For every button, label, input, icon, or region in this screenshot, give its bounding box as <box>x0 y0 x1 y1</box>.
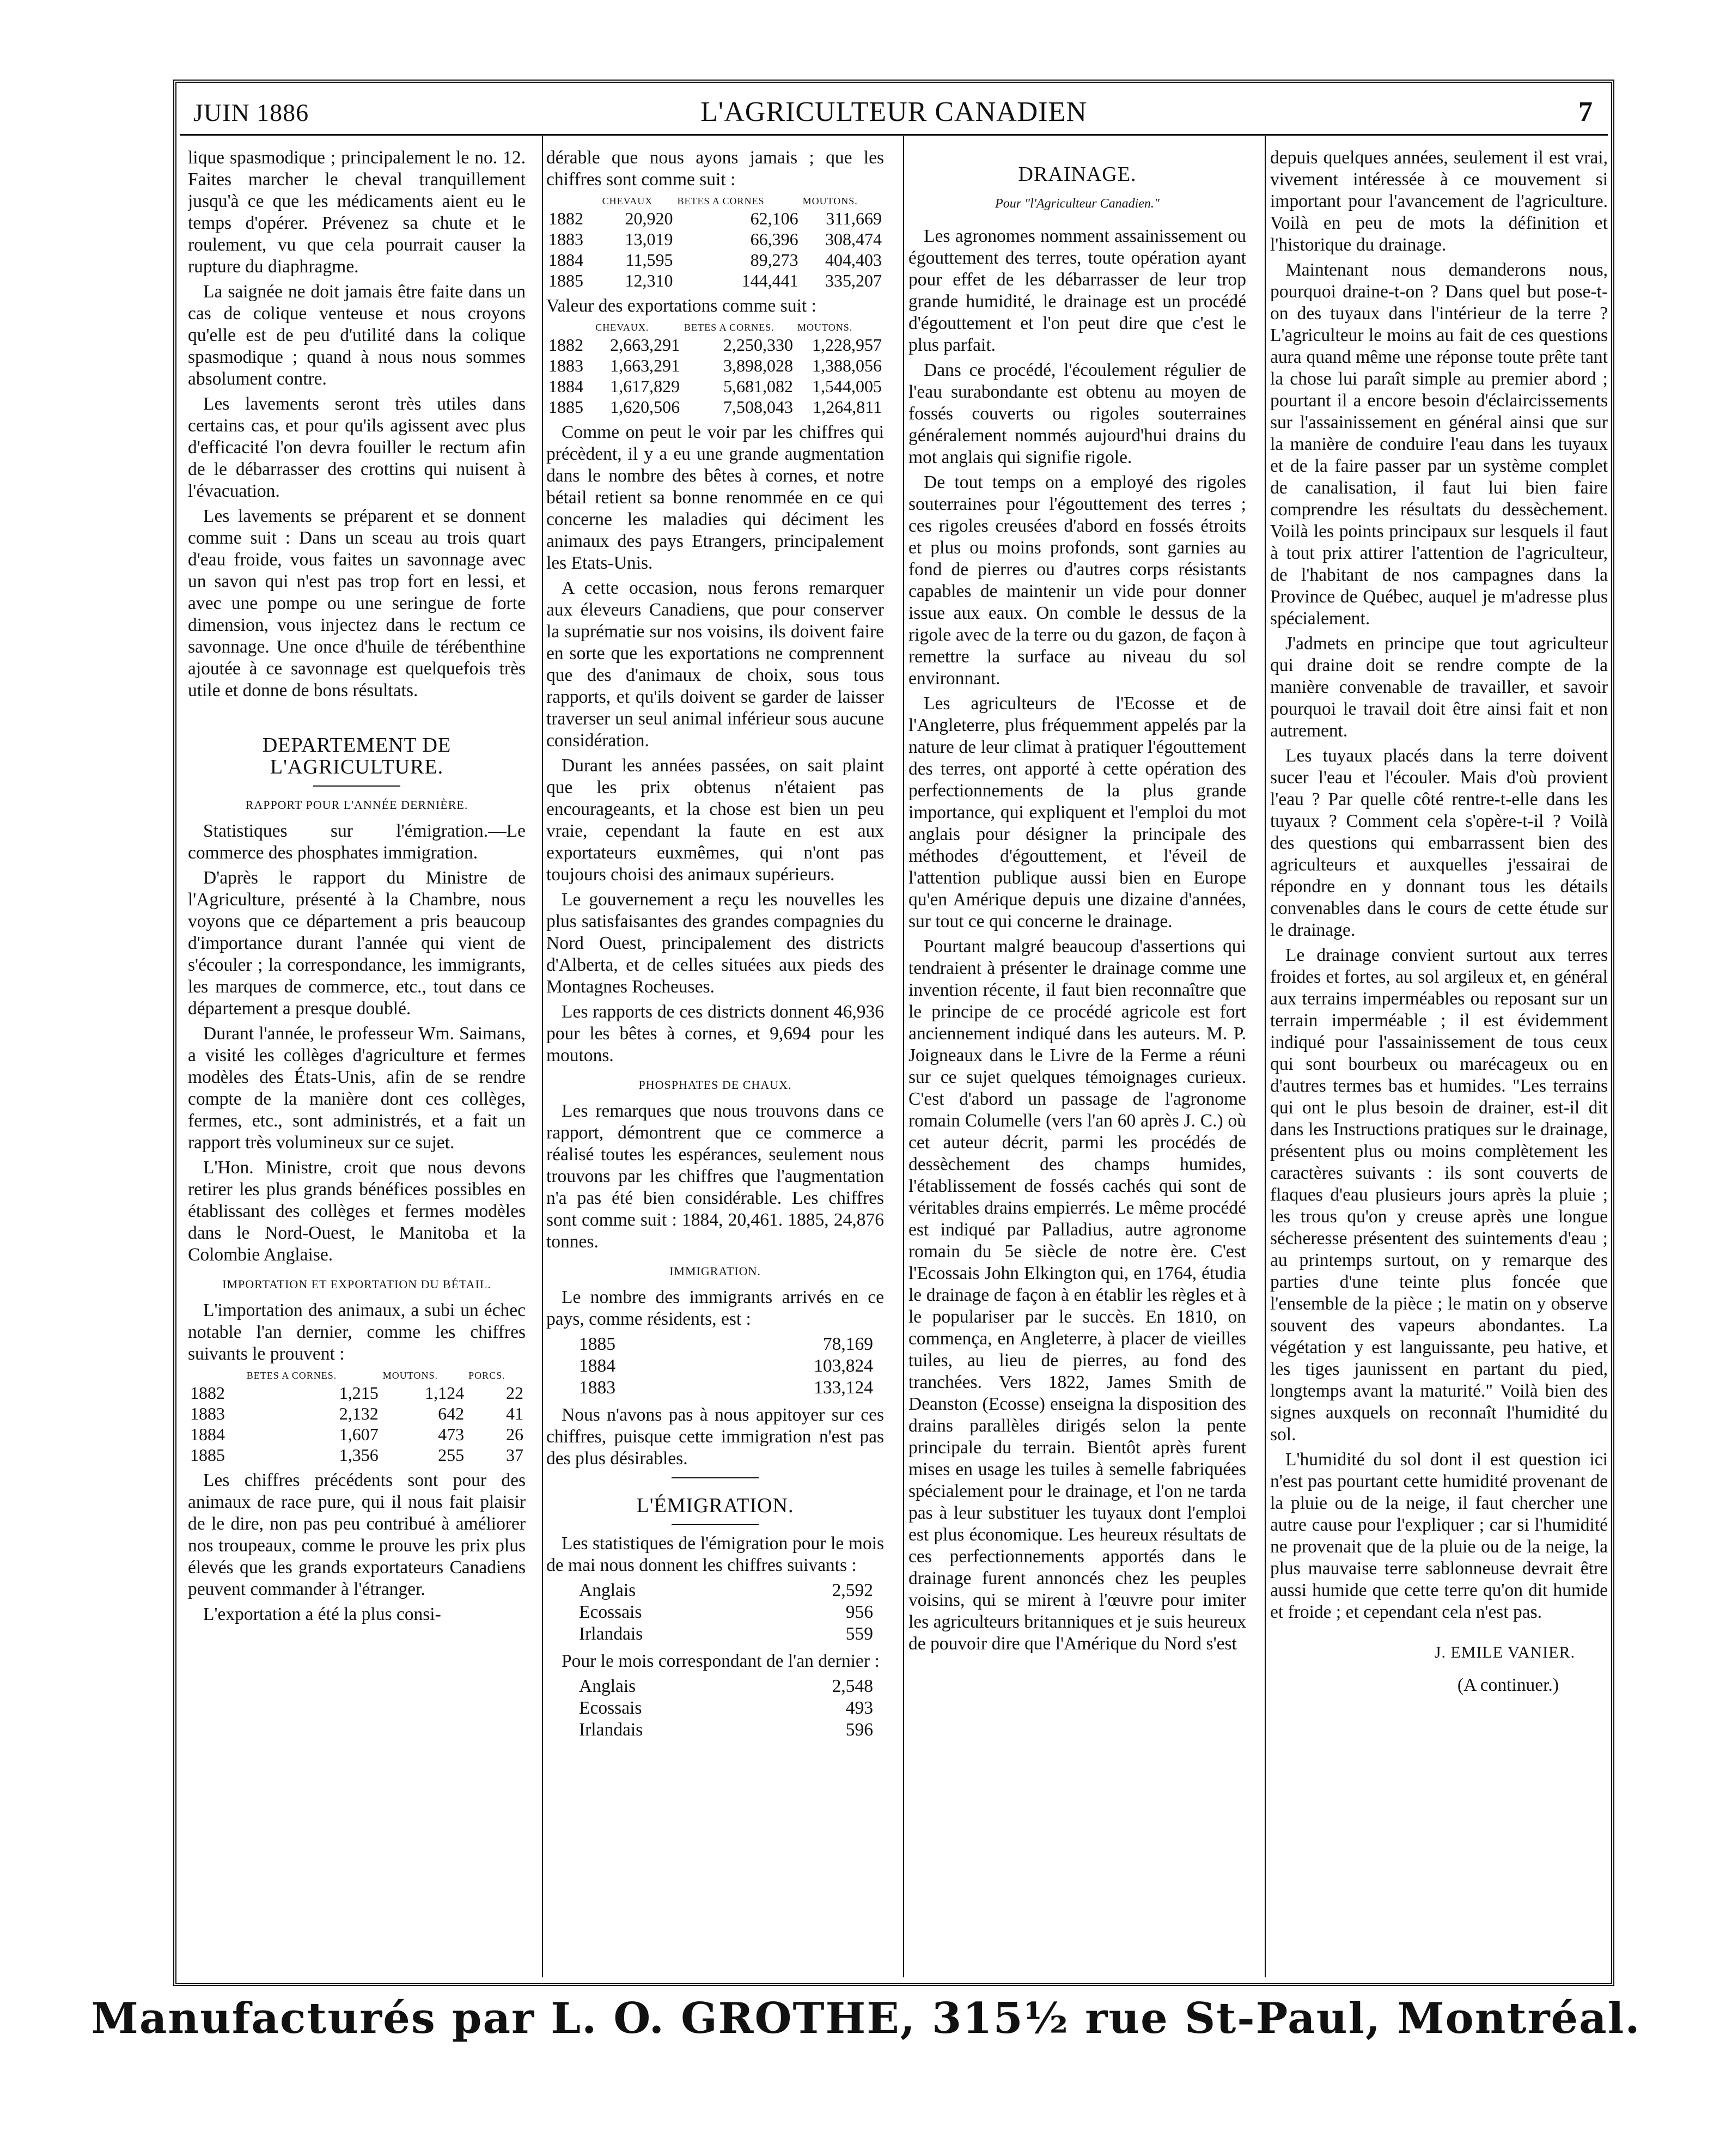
export-table-quantities <box>546 194 884 291</box>
table-row <box>188 1403 526 1424</box>
table-row <box>546 270 884 291</box>
table-cell: 1882 <box>190 1383 225 1403</box>
byline: Pour "l'Agriculteur Canadien." <box>995 197 1160 211</box>
paragraph: L'exportation a été la plus consi- <box>203 1604 441 1624</box>
table-cell: 1,620,506 <box>610 397 680 417</box>
table-cell: 1,388,056 <box>812 356 882 375</box>
paragraph: L'Hon. Ministre, croit que nous devons retirer les plus grands bénéfices possibles en établissant des collèges et fermes modèles dans le Nord-Ouest, le Manitoba et la Colombie Anglaise. <box>188 1158 526 1265</box>
table-cell: 1884 <box>190 1424 225 1444</box>
table-header <box>546 194 600 208</box>
table-header <box>546 320 593 334</box>
divider <box>672 1477 759 1478</box>
table-cell: 2,250,330 <box>723 335 794 355</box>
paragraph: Les agronomes nomment assainissement ou égouttement des terres, toute opération ayant pour effet de les débarrasser de leur trop grande humidité, le drainage est un procédé d'égouttement et l'on peut dire que c'est le plus parfait. <box>908 226 1246 355</box>
table-header: PORCS. <box>468 1370 505 1381</box>
paragraph: Les lavements se préparent et se donnent comme suit : Dans un sceau au trois quart d'eau froide, vous faites un savonnage avec un savon qui n'est pas trop fort en lessi, et avec une pompe ou une seringue de forte dimension, vous injectez dans le rectum ce savonnage. Une once d'huile de térébenthine ajoutée à ce savonnage est quelquefois très utile et donne de bons résultats. <box>188 506 526 701</box>
table-cell: 1884 <box>548 376 583 396</box>
list-item: Ecossais 956 <box>579 1602 873 1622</box>
page-header <box>180 88 1608 132</box>
column-4 <box>1270 147 1608 1972</box>
table-row <box>188 1424 526 1445</box>
table-cell: 255 <box>438 1445 465 1465</box>
table-cell: 404,403 <box>825 250 882 270</box>
section-heading-departement: DEPARTEMENT DE L'AGRICULTURE. <box>262 734 452 778</box>
table-cell: 22 <box>506 1383 523 1403</box>
list-item: Irlandais 559 <box>579 1624 873 1644</box>
table-header: MOUTONS. <box>382 1370 438 1381</box>
table-cell: 1,544,005 <box>812 376 882 396</box>
paragraph: Le drainage convient surtout aux terres froides et fortes, au sol argileux et, en général aux terrains imperméables ou reposant sur un terrain imperméable ; il est évidemment indiqué pour l'assainissement de tous ceux qui sont bourbeux ou marécageux ou en d'autres termes bas et humides. "Les terrains qui ont le plus besoin de drainer, est-il dit dans les Instructions pratiques sur le drainage, présentent plus ou moins complètement les caractères suivants : ils sont couverts de flaques d'eau plusieurs jours après la pluie ; les trous qu'on y creuse après une longue sécheresse présentent des suintements d'eau ; au printemps surtout, on y remarque des parties d'une teinte plus foncée que l'ensemble de la pièce ; le matin on y observe souvent des vapeurs abondantes. La végétation y est languissante, peu hative, et les tiges jaunissent en partant du pied, longtemps avant la maturité." Voilà bien des signes auxquels on reconnaît l'humidité du sol. <box>1270 945 1608 1445</box>
table-cell: 2,663,291 <box>610 335 680 355</box>
paragraph: De tout temps on a employé des rigoles souterraines pour l'égouttement des terres ; ces rigoles creusées d'abord en fossés étroits et plus ou moins profonds, sont garnies au fond de pierres ou d'autres corps résistants capables de maintenir un vide pour donner issue aux eaux. On comble le dessus de la rigole avec de la terre ou du gazon, de façon à remettre la surface au niveau du sol environnant. <box>908 472 1246 689</box>
table-row <box>546 208 884 229</box>
paragraph: Valeur des exportations comme suit : <box>546 296 816 316</box>
paragraph: Les chiffres précédents sont pour des animaux de race pure, qui il nous fait plaisir de le dire, non pas peu contribué à améliorer nos troupeaux, comme le prouve les prix plus élevés que les grands exportateurs Canadiens peuvent commander à l'étranger. <box>188 1470 526 1599</box>
list-item: Anglais 2,548 <box>579 1676 873 1696</box>
table-header: CHEVAUX. <box>595 322 649 333</box>
header-page-number: 7 <box>1578 96 1593 127</box>
table-cell: 1,228,957 <box>812 335 882 355</box>
column-rule <box>1265 136 1266 1977</box>
paragraph: Les tuyaux placés dans la terre doivent sucer l'eau et l'écouler. Mais d'où provient l'eau ? Par quelle côté rentre-t-elle dans les tuyaux ? Comment cela s'opère-t-il ? Voilà des questions qui embarrassent bien des agriculteurs et auxquelles j'essairai de répondre en y donnant tous les détails convenables dans le cours de cette étude sur le drainage. <box>1270 746 1608 940</box>
paragraph: Durant l'année, le professeur Wm. Saimans, a visité les collèges d'agriculture et fermes modèles des États-Unis, afin de se rendre compte de la manière dont ces collèges, fermes, etc., sont administrés, et a fait un rapport très volumineux sur ce sujet. <box>188 1024 526 1153</box>
table-cell: 1884 <box>548 250 583 270</box>
table-cell: 1885 <box>548 271 583 290</box>
table-cell: 1,607 <box>339 1424 379 1444</box>
table-cell: 473 <box>438 1424 465 1444</box>
author-signature: J. EMILE VANIER. <box>1434 1643 1575 1661</box>
paragraph: Durant les années passées, on sait plaint que les prix obtenus n'étaient pas encourageants, et la chose est bien un peu vraie, cependant la faute en est aux exportateurs euxmêmes, qui n'ont pas toujours choisi des animaux supérieurs. <box>546 756 884 885</box>
paragraph: D'après le rapport du Ministre de l'Agriculture, présenté à la Chambre, nous voyons que ce département a pris beaucoup d'importance durant l'année qui vient de s'écouler ; la correspondance, les immigrants, les marques de commerce, etc., tout dans ce département a presque doublé. <box>188 868 526 1019</box>
table-cell: 1882 <box>548 209 583 228</box>
section-heading-drainage: DRAINAGE. <box>1018 163 1137 186</box>
table-cell: 2,132 <box>339 1404 379 1423</box>
paragraph: La saignée ne doit jamais être faite dans un cas de colique venteuse et nous croyons qu'elle est de peu d'utilité dans la colique spasmodique ; quand à nous nous sommes absolument contre. <box>188 282 526 389</box>
divider <box>313 785 400 787</box>
immigration-list <box>546 1333 884 1399</box>
header-rule <box>180 134 1608 136</box>
column-1 <box>188 147 526 1972</box>
table-cell: 1883 <box>548 229 583 249</box>
table-cell: 1883 <box>190 1404 225 1423</box>
header-title: L'AGRICULTEUR CANADIEN <box>700 96 1087 127</box>
paragraph: Le gouvernement a reçu les nouvelles les plus satisfaisantes des grandes compagnies du Nord Ouest, principalement des districts d'Alberta, et de celles situées aux pieds des Montagnes Rocheuses. <box>546 890 884 997</box>
table-cell: 13,019 <box>625 229 673 249</box>
table-cell: 1883 <box>548 356 583 375</box>
table-cell: 26 <box>506 1424 523 1444</box>
column-rule <box>542 136 543 1977</box>
emigration-list-previous <box>546 1676 884 1741</box>
table-row <box>188 1382 526 1403</box>
subheading-phosphates: PHOSPHATES DE CHAUX. <box>638 1078 792 1092</box>
table-header: BETES A CORNES. <box>684 322 774 333</box>
paragraph: Les agriculteurs de l'Ecosse et de l'Angleterre, plus fréquemment appelés par la nature de leur climat à pratiquer l'égouttement des terres, ont apporté à cette opération des perfectionnements de la plus grande importance, qui expliquent et l'emploi du mot anglais pour désigner la principale des méthodes d'égouttement, et l'éveil de l'attention publique aussi bien en Europe qu'en Amérique depuis une dizaine d'années, sur tout ce qui concerne le drainage. <box>908 693 1246 931</box>
table-header: MOUTONS. <box>802 196 858 206</box>
table-cell: 335,207 <box>825 271 882 290</box>
paragraph: Le nombre des immigrants arrivés en ce pays, comme résidents, est : <box>546 1287 884 1329</box>
paragraph: J'admets en principe que tout agriculteur qui draine doit se rendre compte de la manière convenable de travailler, et savoir pourquoi le travail doit être ainsi fait et non autrement. <box>1270 634 1608 741</box>
table-cell: 1,215 <box>339 1383 379 1403</box>
paragraph: Maintenant nous demanderons nous, pourquoi draine-t-on ? Dans quel but pose-t-on des tuyaux dans l'intérieur de la terre ? L'agriculteur le moins au fait de ces questions aura quand même une réponse toute prête tant la chose lui paraît simple au premier abord ; pourtant il a encore besoin d'éclaircissements sur l'assainissement en général ainsi que sur la manière de conduire l'eau dans les tuyaux et de la faire passer par un système complet de canalisation, il faut lui bien faire comprendre les résultats du dessèchement. Voilà les points principaux sur lesquels il faut à tout prix attirer l'attention de l'agriculteur, de l'habitant de nos campagnes dans la Province de Québec, auquel je m'adresse plus spécialement. <box>1270 260 1608 629</box>
table-cell: 89,273 <box>750 250 798 270</box>
table-cell: 1,617,829 <box>610 376 680 396</box>
list-item: Ecossais 493 <box>579 1698 873 1718</box>
export-table-values <box>546 320 884 417</box>
import-table <box>188 1368 526 1465</box>
table-cell: 11,595 <box>625 250 673 270</box>
paragraph: Les remarques que nous trouvons dans ce rapport, démontrent que ce commerce a réalisé toutes les espérances, seulement nous trouvons par les chiffres que l'augmentation n'a pas été bien considérable. Les chiffres sont comme suit : 1884, 20,461. 1885, 24,876 tonnes. <box>546 1101 884 1252</box>
table-row <box>188 1445 526 1465</box>
table-row <box>546 229 884 249</box>
divider <box>672 1524 759 1525</box>
header-date: JUIN 1886 <box>193 99 309 126</box>
paragraph: Pourtant malgré beaucoup d'assertions qui tendraient à présenter le drainage comme une invention récente, il faut bien reconnaître que le principe de ce procédé agricole est fort anciennement indiqué dans les auteurs. M. P. Joigneaux dans le Livre de la Ferme a réuni sur ce sujet quelques témoignages curieux. C'est d'abord un passage de l'agronome romain Columelle (vers l'an 60 après J. C.) où cet auteur décrit, parmi les procédés de dessèchement des champs humides, l'établissement de fossés cachés qui sont de véritables drains empierrés. Le même procédé est indiqué par Palladius, autre agronome romain du 5e siècle de notre ère. C'est l'Ecossais John Elkington qui, en 1764, étudia le drainage de façon à en établir les règles et à le populariser par le succès. En 1810, on commença, en Angleterre, à placer de vieilles tuiles, au lieu de pierres, au fond des tranchées. Vers 1822, James Smith de Deanston (Ecosse) enseigna la disposition des drains parallèles dirigés selon la pente principale du terrain. Bientôt après furent mises en usage les tuiles à semelle fabriquées spécialement pour le drainage, et l'on ne tarda pas à leur substituer les tuyaux dont l'emploi est plus économique. Les heureux résultats de ces perfectionnements apportés dans le drainage furent annoncés chez les peuples voisins, qui se mirent à l'œuvre pour imiter les agriculteurs britanniques et je suis heureux de pouvoir dire que l'Amérique du Nord s'est <box>908 936 1246 1654</box>
column-3 <box>908 147 1246 1972</box>
list-item: 1883 133,124 <box>579 1378 873 1398</box>
subheading-rapport: RAPPORT POUR L'ANNÉE DERNIÈRE. <box>245 798 468 812</box>
table-cell: 642 <box>438 1404 465 1423</box>
paragraph: Dans ce procédé, l'écoulement régulier de l'eau surabondante est obtenu au moyen de fossés couverts ou rigoles souterraines généralement nommés aujourd'hui drains du mot anglais qui signifie rigole. <box>908 360 1246 467</box>
paragraph: Statistiques sur l'émigration.—Le commerce des phosphates immigration. <box>188 821 526 863</box>
table-cell: 12,310 <box>625 271 673 290</box>
table-cell: 1,356 <box>339 1445 379 1465</box>
table-row <box>546 397 884 417</box>
table-cell: 5,681,082 <box>723 376 794 396</box>
table-header <box>188 1368 245 1382</box>
list-item: Anglais 2,592 <box>579 1580 873 1600</box>
paragraph: lique spasmodique ; principalement le no. 12. Faites marcher le cheval tranquillement jusqu'à ce que les médicaments aient eu le temps d'opérer. Prévenez sa chute et le roulement, vu que cela pourrait causer la rupture du diaphragme. <box>188 148 526 277</box>
paragraph: Pour le mois correspondant de l'an dernier : <box>562 1651 880 1671</box>
table-cell: 144,441 <box>741 271 798 290</box>
continued-note: (A continuer.) <box>1457 1675 1559 1695</box>
emigration-list-current <box>546 1580 884 1645</box>
list-item: 1885 78,169 <box>579 1334 873 1354</box>
paragraph: L'importation des animaux, a subi un échec notable l'an dernier, comme les chiffres suivants le prouvent : <box>188 1300 526 1364</box>
table-cell: 1885 <box>548 397 583 417</box>
paragraph: Les rapports de ces districts donnent 46,936 pour les bêtes à cornes, et 9,694 pour les moutons. <box>546 1002 884 1065</box>
paragraph: Comme on peut le voir par les chiffres qui précèdent, il y a eu une grande augmentation dans le nombre des bêtes à cornes, et notre bétail retient sa bonne renommée en ce qui concerne les maladies qui déciment les animaux des pays Etrangers, principalement les Etats-Unis. <box>546 422 884 573</box>
paragraph: Nous n'avons pas à nous appitoyer sur ces chiffres, puisque cette immigration n'est pas des plus désirables. <box>546 1405 884 1469</box>
column-2 <box>546 147 884 1972</box>
table-header: CHEVAUX <box>602 196 653 206</box>
table-cell: 3,898,028 <box>723 356 794 375</box>
paragraph: L'humidité du sol dont il est question ici n'est pas pourtant cette humidité provenant de la pluie ou de la neige, il faut chercher une autre cause pour l'expliquer ; car si l'humidité ne provenait que de la pluie ou de la neige, la plus mauvaise terre sablonneuse devrait être aussi humide que cette terre qu'on dit humide et froide ; et cependant cela n'est pas. <box>1270 1449 1608 1622</box>
table-cell: 7,508,043 <box>723 397 794 417</box>
table-cell: 1,264,811 <box>813 397 882 417</box>
table-cell: 37 <box>506 1445 523 1465</box>
list-item: Irlandais 596 <box>579 1720 873 1740</box>
list-item: 1884 103,824 <box>579 1356 873 1376</box>
paragraph: depuis quelques années, seulement il est vrai, vivement intéressée à ce mouvement si important pour l'avancement de l'agriculture. Voilà en peu de mots la définition et l'historique du drainage. <box>1270 148 1608 255</box>
table-cell: 66,396 <box>750 229 798 249</box>
section-heading-emigration: L'ÉMIGRATION. <box>636 1494 794 1517</box>
table-header: BETES A CORNES. <box>246 1370 337 1381</box>
column-rule <box>903 136 904 1977</box>
subheading-importation: IMPORTATION ET EXPORTATION DU BÉTAIL. <box>222 1277 491 1291</box>
table-cell: 20,920 <box>625 209 673 228</box>
paragraph: dérable que nous ayons jamais ; que les chiffres sont comme suit : <box>546 148 884 190</box>
table-header: BETES A CORNES <box>677 196 765 206</box>
table-cell: 1,663,291 <box>610 356 680 375</box>
table-cell: 41 <box>506 1404 523 1423</box>
table-row <box>546 355 884 376</box>
table-cell: 308,474 <box>825 229 882 249</box>
paragraph: A cette occasion, nous ferons remarquer aux éleveurs Canadiens, que pour conserver la suprématie sur nos voisins, ils doivent faire en sorte que les exportations ne comprennent que des d'animaux de choix, sous tous rapports, et qu'ils doivent se garder de laisser traverser un seul animal inférieur sous aucune considération. <box>546 578 884 751</box>
table-cell: 311,669 <box>826 209 882 228</box>
table-cell: 62,106 <box>750 209 798 228</box>
table-cell: 1,124 <box>425 1383 465 1403</box>
table-row <box>546 334 884 355</box>
table-row <box>546 249 884 270</box>
table-cell: 1885 <box>190 1445 225 1465</box>
subheading-immigration: IMMIGRATION. <box>669 1264 761 1278</box>
paragraph: Les statistiques de l'émigration pour le mois de mai nous donnent les chiffres suivants : <box>546 1533 884 1575</box>
table-header: MOUTONS. <box>797 322 853 333</box>
table-cell: 1882 <box>548 335 583 355</box>
paragraph: Les lavements seront très utiles dans certains cas, et pour qu'ils agissent avec plus d'efficacité l'on devra fouiller le rectum afin de le débarrasser des crottins qui nuisent à l'évacuation. <box>188 394 526 501</box>
table-row <box>546 376 884 397</box>
footer-advertisement: Manufacturés par L. O. GROTHE, 315½ rue St-Paul, Montréal. <box>91 1994 1641 2043</box>
